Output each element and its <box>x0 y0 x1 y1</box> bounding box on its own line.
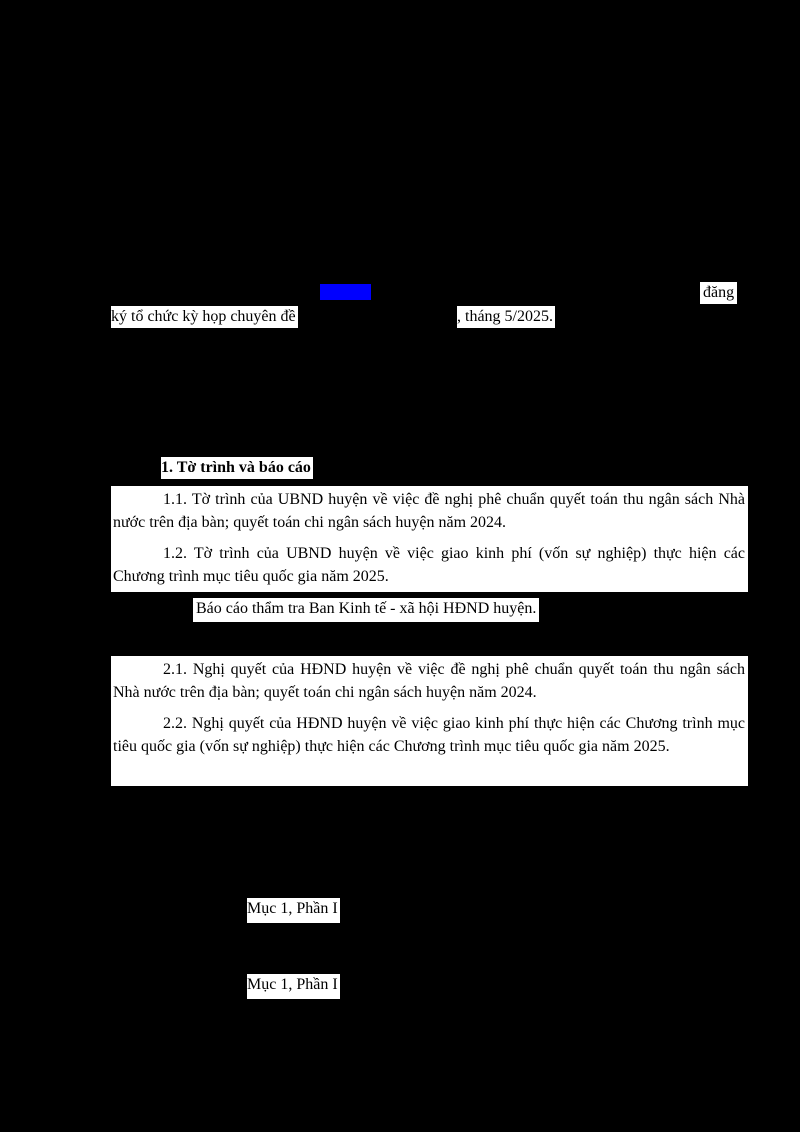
reference-1: Mục 1, Phần I <box>247 898 340 923</box>
section2-items-block <box>111 656 748 786</box>
blue-redaction-mark <box>320 284 371 300</box>
section1-report: Báo cáo thẩm tra Ban Kinh tế - xã hội HĐND huyện. <box>193 598 539 622</box>
item-2-1: 2.1. Nghị quyết của HĐND huyện về việc đề nghị phê chuẩn quyết toán thu ngân sách Nhà nước trên địa bàn; quyết toán chi ngân sách huyện năm 2024. <box>113 658 745 704</box>
intro-line1-end: đăng <box>700 282 737 304</box>
intro-line2-end: , tháng 5/2025. <box>457 306 555 328</box>
section1-heading: 1. Tờ trình và báo cáo <box>161 457 313 479</box>
item-1-2: 1.2. Tờ trình của UBND huyện về việc giao kinh phí (vốn sự nghiệp) thực hiện các Chương trình mục tiêu quốc gia năm 2025. <box>113 542 745 588</box>
item-1-1: 1.1. Tờ trình của UBND huyện về việc đề nghị phê chuẩn quyết toán thu ngân sách Nhà nước trên địa bàn; quyết toán chi ngân sách huyện năm 2024. <box>113 488 745 534</box>
intro-line2-start: ký tổ chức kỳ họp chuyên đề <box>111 306 298 328</box>
item-2-2: 2.2. Nghị quyết của HĐND huyện về việc giao kinh phí thực hiện các Chương trình mục tiêu quốc gia (vốn sự nghiệp) thực hiện các Chương trình mục tiêu quốc gia năm 2025. <box>113 712 745 758</box>
reference-2: Mục 1, Phần I <box>247 974 340 999</box>
section1-items-block <box>111 486 748 592</box>
